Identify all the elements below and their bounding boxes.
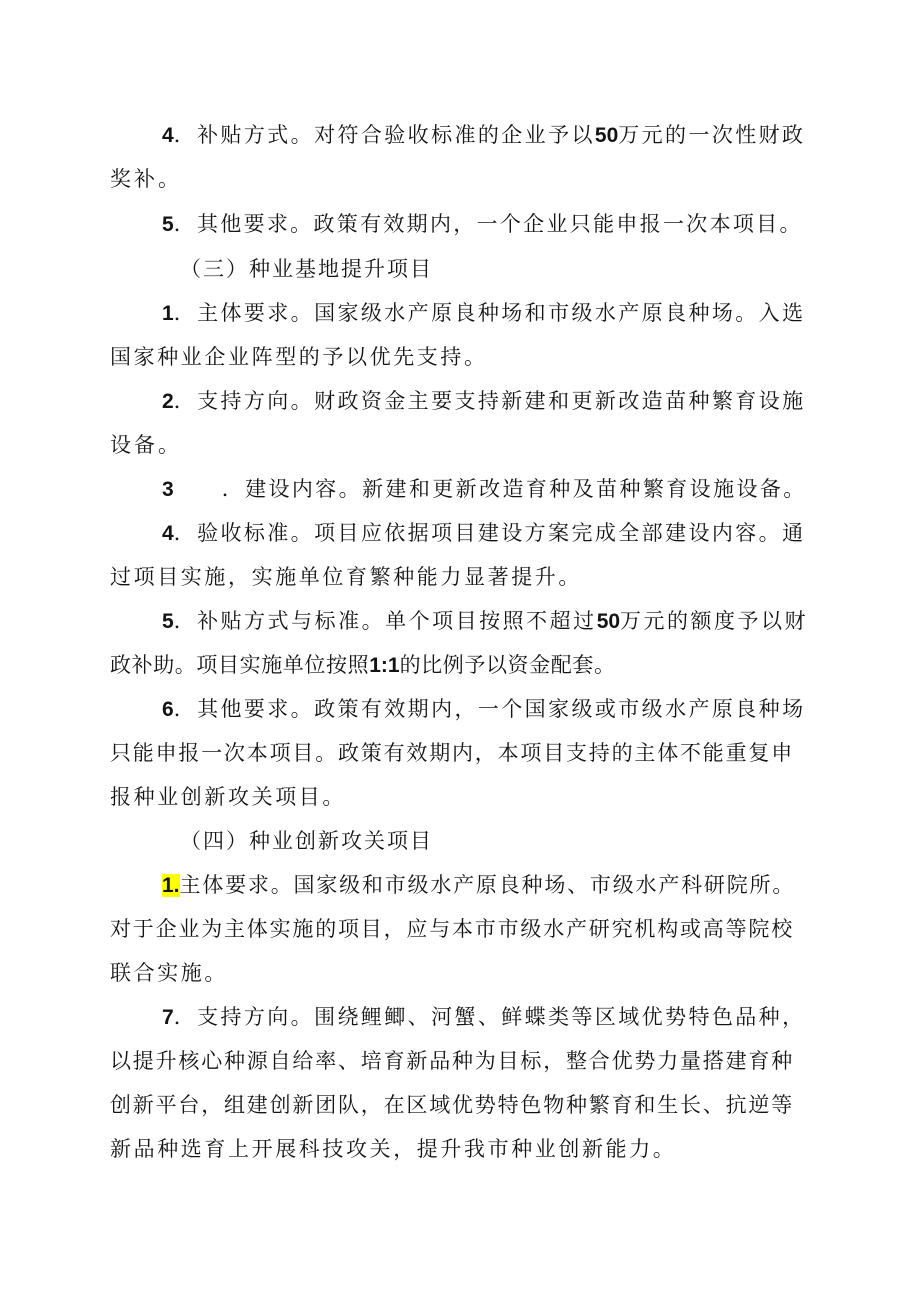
paragraph-line — [110, 159, 182, 199]
paragraph-line — [162, 204, 803, 244]
line-text: 主体要求。国家级和市级水产原良种场、市级水产科研院所。 — [179, 873, 796, 897]
line-text: ．建设内容。新建和更新改造育种及苗种繁育设施设备。 — [221, 477, 807, 501]
heading-text: （四）种业创新攻关项目 — [180, 829, 433, 853]
paragraph-line — [162, 115, 805, 155]
paragraph-line — [162, 601, 808, 641]
paragraph-line — [110, 909, 794, 949]
paragraph-line — [110, 1085, 794, 1125]
paragraph-line — [162, 689, 806, 729]
line-text: ．其他要求。政策有效期内，一个企业只能申报一次本项目。 — [173, 212, 803, 236]
paragraph-line — [162, 997, 806, 1037]
paragraph-line — [110, 645, 616, 685]
heading-text: （三）种业基地提升项目 — [180, 257, 433, 281]
paragraph-line — [110, 557, 582, 597]
ratio-number: 1:1 — [369, 654, 400, 677]
line-text: ．支持方向。财政资金主要支持新建和更新改造苗种繁育设施 — [173, 389, 806, 413]
line-text: 只能申报一次本项目。政策有效期内，本项目支持的主体不能重复申 — [110, 741, 794, 765]
line-text: ．支持方向。围绕鲤鲫、河蟹、鲜蝶类等区域优势特色品种， — [173, 1005, 806, 1029]
line-text: ．补贴方式。对符合验收标准的企业予以 — [173, 123, 595, 147]
amount-number: 50 — [596, 610, 621, 633]
line-text: 万元的一次性财政 — [618, 123, 806, 147]
line-text: ．验收标准。项目应依据项目建设方案完成全部建设内容。通 — [173, 521, 806, 545]
paragraph-line — [110, 425, 182, 465]
paragraph-line — [162, 293, 806, 333]
line-text: 万元的额度予以财 — [620, 609, 809, 633]
line-text: 报种业创新攻关项目。 — [110, 785, 346, 809]
paragraph-line — [162, 513, 806, 553]
item-number: 1 — [162, 302, 174, 325]
paragraph-line — [110, 733, 794, 773]
line-text: 创新平台，组建创新团队，在区域优势特色物种繁育和生长、抗逆等 — [110, 1093, 794, 1117]
amount-number: 50 — [594, 124, 619, 147]
item-number: 5 — [162, 213, 174, 236]
line-text: 对于企业为主体实施的项目，应与本市市级水产研究机构或高等院校 — [110, 917, 794, 941]
line-text: 设备。 — [110, 433, 182, 457]
item-number: 7 — [162, 1006, 174, 1029]
line-text: 政补助。项目实施单位按照 — [110, 653, 370, 677]
paragraph-line — [110, 1129, 676, 1169]
paragraph-line — [110, 953, 228, 993]
section-heading — [180, 821, 433, 861]
line-text: 的比例予以资金配套。 — [399, 653, 616, 677]
paragraph-line — [110, 337, 488, 377]
line-text: 联合实施。 — [110, 961, 228, 985]
item-number: 6 — [162, 698, 174, 721]
paragraph-line — [162, 381, 806, 421]
line-text: 以提升核心种源自给率、培育新品种为目标，整合优势力量搭建育种 — [110, 1049, 794, 1073]
line-text: ．主体要求。国家级水产原良种场和市级水产原良种场。入选 — [173, 301, 806, 325]
line-text: ．其他要求。政策有效期内，一个国家级或市级水产原良种场 — [173, 697, 806, 721]
paragraph-line — [110, 777, 346, 817]
line-text: 国家种业企业阵型的予以优先支持。 — [110, 345, 488, 369]
line-text: 奖补。 — [110, 167, 182, 191]
item-number: 4 — [162, 124, 174, 147]
highlighted-item-number: 1. — [162, 874, 180, 897]
paragraph-line — [162, 865, 795, 905]
line-text: ．补贴方式与标准。单个项目按照不超过 — [173, 609, 597, 633]
item-number: 4 — [162, 522, 174, 545]
paragraph-line — [110, 1041, 794, 1081]
paragraph-line — [162, 469, 807, 509]
line-text: 过项目实施，实施单位育繁种能力显著提升。 — [110, 565, 582, 589]
line-text: 新品种选育上开展科技攻关，提升我市种业创新能力。 — [110, 1137, 677, 1161]
section-heading — [180, 249, 433, 289]
item-number: 3 — [162, 478, 174, 501]
item-number: 5 — [162, 610, 174, 633]
item-number: 2 — [162, 390, 174, 413]
